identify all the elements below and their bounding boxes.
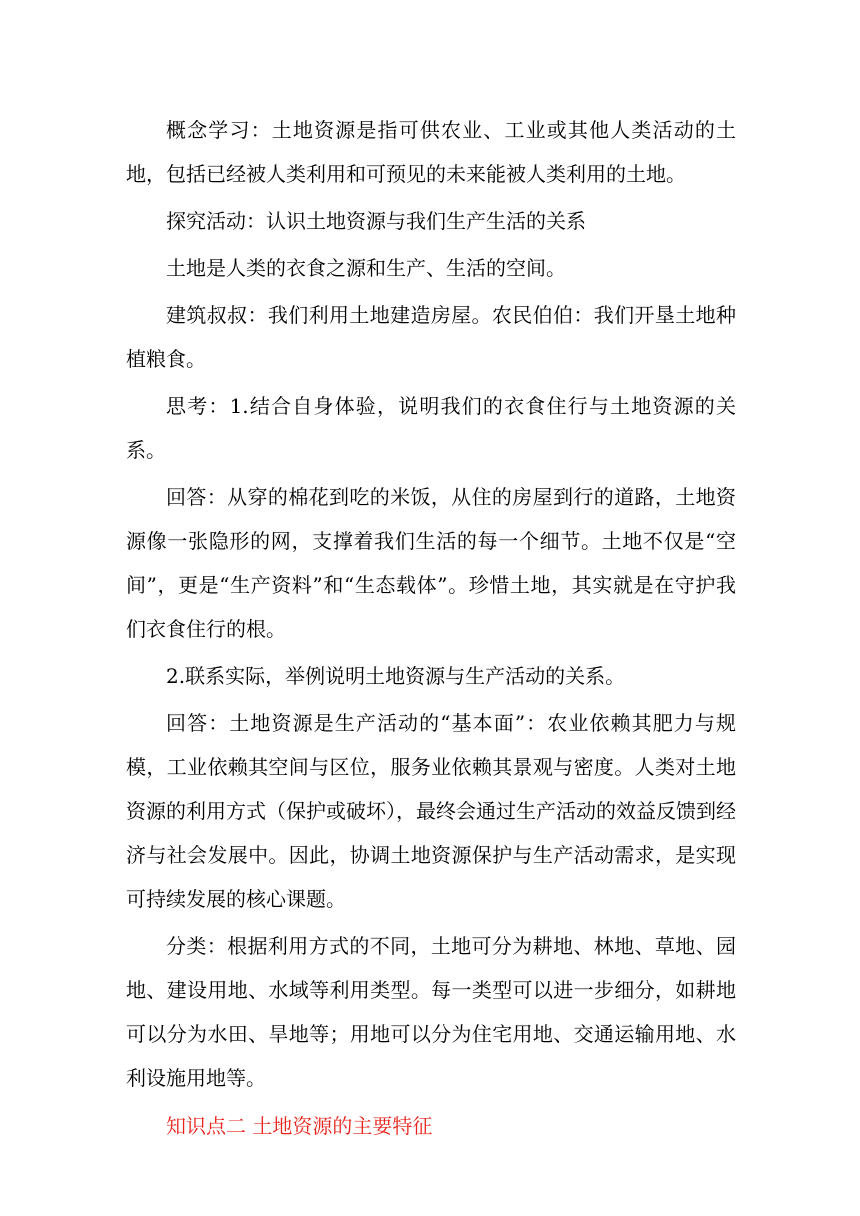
section-heading: 知识点二 土地资源的主要特征 [166, 1114, 433, 1138]
paragraph-answer-2: 回答：土地资源是生产活动的“基本面”：农业依赖其肥力与规模，工业依赖其空间与区位，服务业依赖其景观与密度。人类对土地资源的利用方式（保护或破坏），最终会通过生产活动的效益反馈到经济与社会发展中。因此，协调土地资源保护与生产活动需求，是实现可持续发展的核心课题。 [126, 711, 736, 911]
paragraph-activity-title: 探究活动：认识土地资源与我们生产生活的关系 [166, 209, 586, 233]
paragraph-dialogue: 建筑叔叔：我们利用土地建造房屋。农民伯伯：我们开垦土地种植粮食。 [126, 303, 736, 371]
document-body [126, 108, 736, 1151]
paragraph-classification: 分类：根据利用方式的不同，土地可分为耕地、林地、草地、园地、建设用地、水域等利用类型。每一类型可以进一步细分，如耕地可以分为水田、旱地等；用地可以分为住宅用地、交通运输用地、水利设施用地等。 [126, 934, 736, 1090]
paragraph-question-1: 思考：1.结合自身体验，说明我们的衣食住行与土地资源的关系。 [126, 394, 736, 462]
paragraph-land-intro: 土地是人类的衣食之源和生产、生活的空间。 [166, 256, 566, 280]
paragraph-question-2: 2.联系实际，举例说明土地资源与生产活动的关系。 [166, 664, 626, 688]
paragraph-answer-1: 回答：从穿的棉花到吃的米饭，从住的房屋到行的道路，土地资源像一张隐形的网，支撑着我们生活的每一个细节。土地不仅是“空间”，更是“生产资料”和“生态载体”。珍惜土地，其实就是在守护我们衣食住行的根。 [126, 485, 736, 641]
paragraph-concept: 概念学习：土地资源是指可供农业、工业或其他人类活动的土地，包括已经被人类利用和可预见的未来能被人类利用的土地。 [126, 118, 736, 186]
